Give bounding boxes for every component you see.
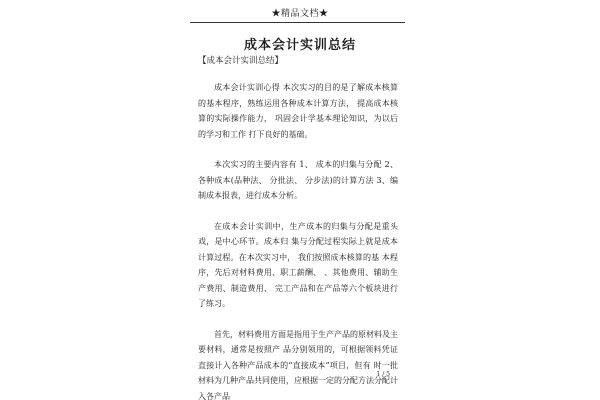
header-divider — [190, 22, 405, 23]
paragraph: 首先，材料费用方面是指用于生产产品的原材料及主要材料，通常是按照产 品分别领用的，可根据领料凭证直接计入各种产品成本的“直接成本”项目，但有 时一批材料为几种产品共同使用，应根据一定的分配方法分配计入各产品 — [198, 329, 398, 400]
document-subtitle: 【成本会计实训总结】 — [198, 56, 284, 66]
paragraph: 成本会计实训心得 本次实习的目的是了解成本核算的基本程序，熟练运用各种成本计算方法， 提高成本核算的实际操作能力， 巩固会计学基本理论知识，为以后的学习和工作 打下良好的基础。 — [198, 83, 398, 139]
document-title: 成本会计实训总结 — [243, 38, 356, 53]
header-mark: ★精品文档★ — [271, 9, 329, 19]
paragraph: 在成本会计实训中，生产成本的归集与分配是重头戏，是中心环节。成本归 集与分配过程实际上就是成本计算过程。在本次实习中， 我们按照成本核算的基 本程序，先后对材料费用、职工薪酬、 、其他费用、辅助生产费用、制造费用、 完工产品和在产品等六个板块进行了练习。 — [198, 221, 398, 308]
document-body — [198, 80, 398, 400]
page-number: 1 / 5 — [376, 371, 390, 378]
paragraph: 本次实习的主要内容有 1、 成本的归集与分配 2、 各种成本(品种法、 分批法、 分步法)的计算方法 3、编制成本报表，进行成本分析。 — [198, 160, 398, 200]
